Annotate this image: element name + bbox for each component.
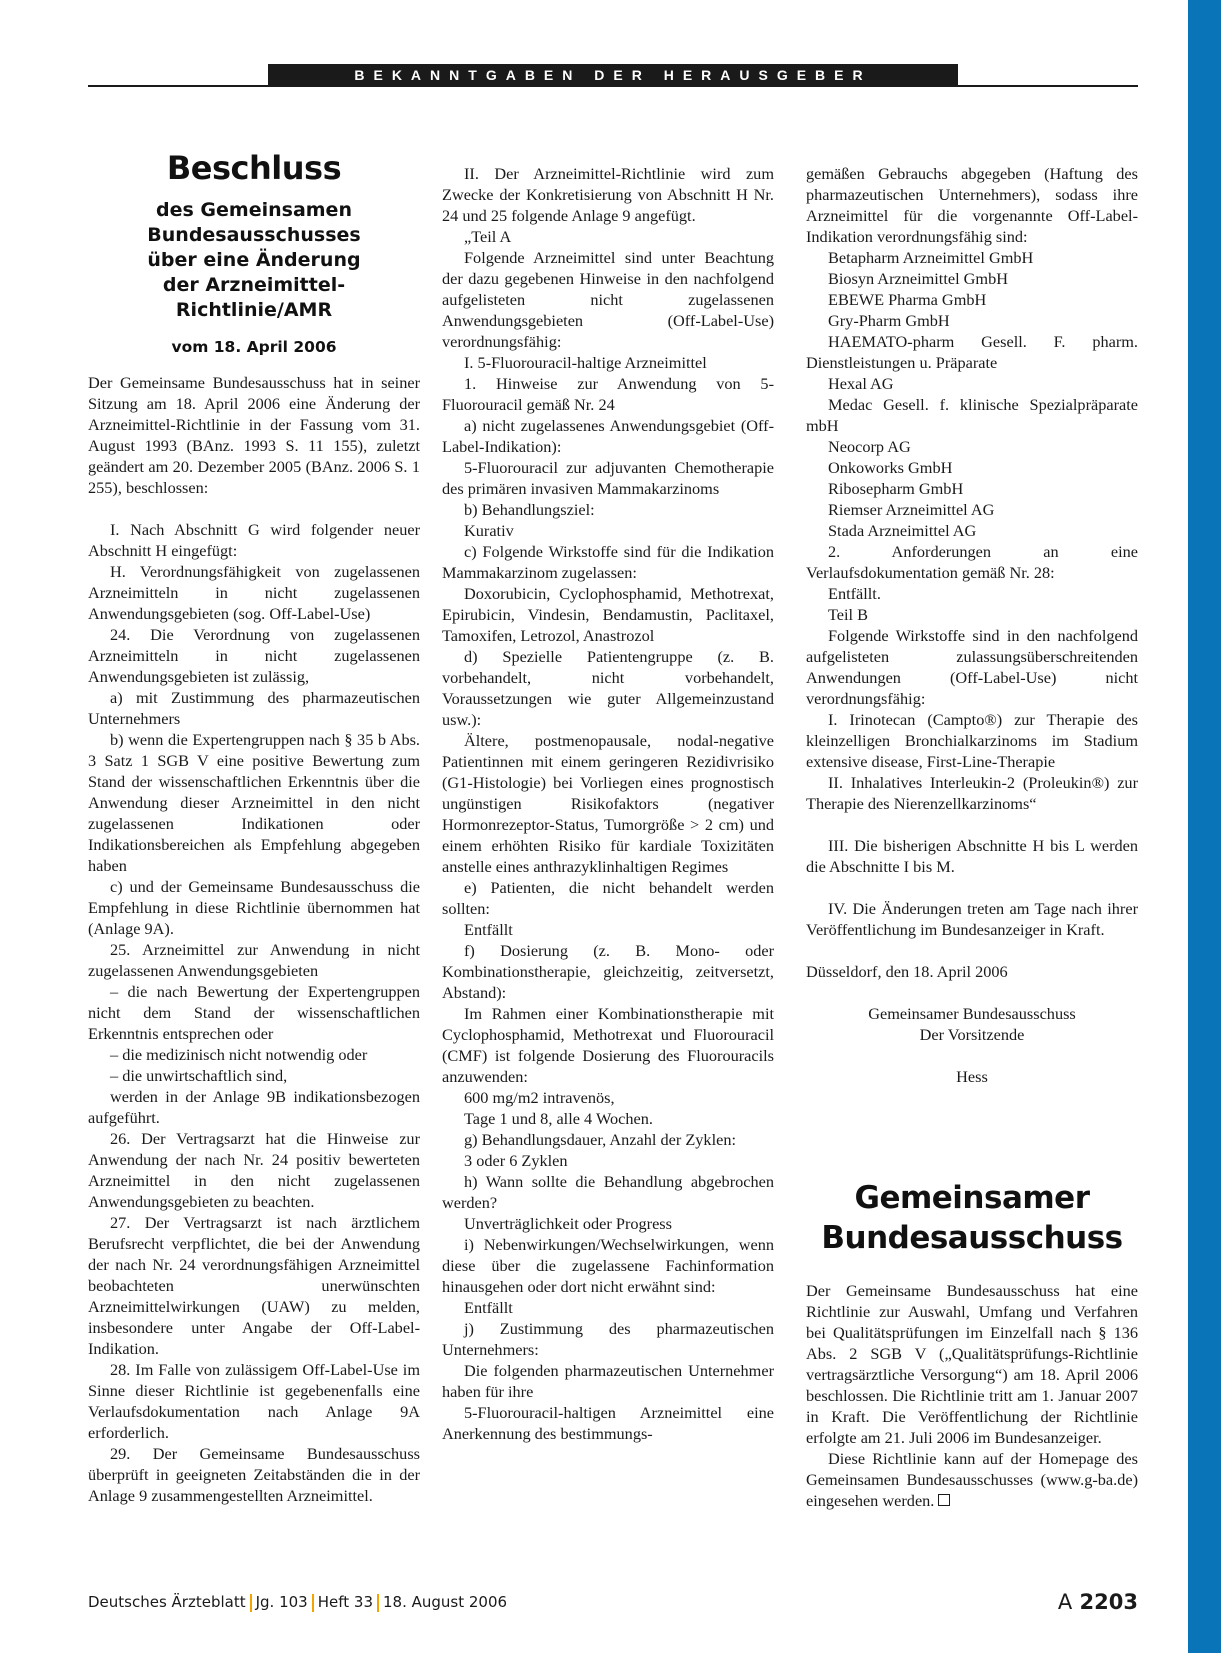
paragraph: e) Patienten, die nicht behandelt werden sollten: [442,878,774,918]
paragraph: – die medizinisch nicht notwendig oder [110,1045,368,1064]
paragraph: III. Die bisherigen Abschnitte H bis L werden die Abschnitte I bis M. [806,836,1138,876]
issue-date: 18. August 2006 [383,1593,508,1611]
paragraph: Betapharm Arzneimittel GmbH [828,248,1034,267]
paragraph: I. 5-Fluorouracil-haltige Arzneimittel [464,353,707,372]
edge-color-bar [1188,0,1221,1653]
paragraph: Gry-Pharm GmbH [828,311,950,330]
paragraph: Ältere, postmenopausale, nodal-negative Patientinnen mit einem geringeren Rezidivrisiko (G1-Histologie) bei Vorliegen eines prognostisch ungünstigen Risikofaktors (negativer Hormonrezeptor-Status, Tumorgröße > 2 cm) und einem erhöhten Risiko für kardiale Toxizitäten anstelle eines anthrazyklinhaltigen Regimes [442,731,774,876]
paragraph: i) Nebenwirkungen/Wechselwirkungen, wenn diese über die zugelassene Fachinformation hinausgehen oder dort nicht erwähnt sind: [442,1235,774,1296]
paragraph: EBEWE Pharma GmbH [828,290,987,309]
title-line: Bundesausschuss [821,1220,1123,1256]
paragraph: Unverträglichkeit oder Progress [464,1214,672,1233]
paragraph: Gemeinsamer Bundesausschuss [868,1004,1076,1023]
paragraph: g) Behandlungsdauer, Anzahl der Zyklen: [464,1130,736,1149]
page-footer [88,1589,1138,1615]
paragraph: „Teil A [464,227,512,246]
paragraph: Tage 1 und 8, alle 4 Wochen. [464,1109,653,1128]
subtitle-line: über eine Änderung [147,249,361,271]
paragraph: a) nicht zugelassenes Anwendungsgebiet (Off-Label-Indikation): [442,416,774,456]
paragraph: – die unwirtschaftlich sind, [110,1066,288,1085]
paragraph: b) wenn die Expertengruppen nach § 35 b Abs. 3 Satz 1 SGB V eine positive Bewertung zum Stand der wissenschaftlichen Erkenntnis über die Anwendung dieser Arzneimittel in den nicht zugelassenen Indikationen oder Indikationsbereichen als Empfehlung abgegeben haben [88,730,420,875]
paragraph: Entfällt [464,1298,513,1317]
paragraph [806,1448,1138,1511]
paragraph: Der Vorsitzende [919,1025,1025,1044]
paragraph: werden in der Anlage 9B indikationsbezogen aufgeführt. [88,1087,420,1127]
section-header: BEKANNTGABEN DER HERAUSGEBER [268,64,958,86]
paragraph: c) und der Gemeinsame Bundesausschuss die Empfehlung in diese Richtlinie übernommen hat (Anlage 9A). [88,877,420,938]
paragraph: Doxorubicin, Cyclophosphamid, Methotrexat, Epirubicin, Vindesin, Bendamustin, Paclitaxel, Tamoxifen, Letrozol, Anastrozol [442,584,774,645]
paragraph: 29. Der Gemeinsame Bundesausschuss überprüft in geeigneten Zeitabständen die in der Anlage 9 zusammengestellten Arzneimittel. [88,1444,420,1505]
column-right [806,163,1138,1087]
paragraph: Hexal AG [828,374,894,393]
paragraph: a) mit Zustimmung des pharmazeutischen Unternehmers [88,688,420,728]
paragraph: 27. Der Vertragsarzt ist nach ärztlichem Berufsrecht verpflichtet, die bei der Anwendung der nach Nr. 24 verordnungsfähigen Arzneimittel beobachteten unerwünschten Arzneimittelwirkungen (UAW) zu melden, insbesondere unter Angabe der Off-Label-Indikation. [88,1213,420,1358]
paragraph: II. Inhalatives Interleukin-2 (Proleukin®) zur Therapie des Nierenzellkarzinoms“ [806,773,1138,813]
paragraph: Die folgenden pharmazeutischen Unternehmer haben für ihre [442,1361,774,1401]
subtitle-line: Bundesausschusses [147,224,361,246]
paragraph: H. Verordnungsfähigkeit von zugelassenen Arzneimitteln in nicht zugelassenen Anwendungsgebieten (sog. Off-Label-Use) [88,562,420,623]
paragraph: II. Der Arzneimittel-Richtlinie wird zum Zwecke der Konkretisierung von Abschnitt H Nr. 24 und 25 folgende Anlage 9 angefügt. [442,164,774,225]
paragraph: 600 mg/m2 intravenös, [464,1088,615,1107]
paragraph: d) Spezielle Patientengruppe (z. B. vorbehandelt, nicht vorbehandelt, Voraussetzungen wie guter Allgemeinzustand usw.): [442,647,774,729]
paragraph: 26. Der Vertragsarzt hat die Hinweise zur Anwendung der nach Nr. 24 positiv bewerteten Arzneimittel in den nicht zugelassenen Anwendungsgebieten zu beachten. [88,1129,420,1211]
column-left [88,372,420,1506]
second-article-body [806,1280,1138,1511]
paragraph: Im Rahmen einer Kombinationstherapie mit Cyclophosphamid, Methotrexat und Fluorouracil (CMF) ist folgende Dosierung des Fluorouracils anzuwenden: [442,1004,774,1086]
paragraph: IV. Die Änderungen treten am Tage nach ihrer Veröffentlichung im Bundesanzeiger in Kraft. [806,899,1138,939]
paragraph: f) Dosierung (z. B. Mono- oder Kombinationstherapie, gleichzeitig, zeitversetzt, Abstand): [442,941,774,1002]
paragraph: 5-Fluorouracil zur adjuvanten Chemotherapie des primären invasiven Mammakarzinoms [442,458,774,498]
paragraph: j) Zustimmung des pharmazeutischen Unternehmers: [442,1319,774,1359]
article-title-block [88,148,420,357]
paragraph: b) Behandlungsziel: [464,500,595,519]
paragraph: 28. Im Falle von zulässigem Off-Label-Use im Sinne dieser Richtlinie ist gegebenenfalls eine Verlaufsdokumentation nach Anlage 9A erforderlich. [88,1360,420,1442]
paragraph: Entfällt. [828,584,881,603]
paragraph: c) Folgende Wirkstoffe sind für die Indikation Mammakarzinom zugelassen: [442,542,774,582]
paragraph: I. Nach Abschnitt G wird folgender neuer Abschnitt H eingefügt: [88,520,420,560]
paragraph: Der Gemeinsame Bundesausschuss hat eine Richtlinie zur Auswahl, Umfang und Verfahren bei Qualitätsprüfungen im Einzelfall nach § 136 Abs. 2 SGB V („Qualitätsprüfungs-Richtlinie vertragsärztliche Versorgung“) am 18. April 2006 beschlossen. Die Richtlinie tritt am 1. Januar 2007 in Kraft. Die Veröffentlichung der Richtlinie erfolgte am 21. Juli 2006 im Bundesanzeiger. [806,1281,1138,1447]
journal-issue: Heft 33 [317,1593,373,1611]
paragraph: Riemser Arzneimittel AG [828,500,995,519]
page-prefix: A [1057,1590,1073,1614]
paragraph: Medac Gesell. f. klinische Spezialpräparate mbH [806,395,1138,435]
paragraph: Folgende Arzneimittel sind unter Beachtung der dazu gegebenen Hinweise in den nachfolgend aufgelisteten nicht zugelassenen Anwendungsgebieten (Off-Label-Use) verordnungsfähig: [442,248,774,351]
journal-volume: Jg. 103 [255,1593,308,1611]
separator [312,1594,314,1612]
paragraph: Onkoworks GmbH [828,458,953,477]
paragraph: gemäßen Gebrauchs abgegeben (Haftung des pharmazeutischen Unternehmers), sodass ihre Arzneimittel für die vorgenannte Off-Label-Indikation verordnungsfähig sind: [806,164,1138,246]
article-subtitle [88,198,420,323]
separator [377,1594,379,1612]
paragraph: Stada Arzneimittel AG [828,521,977,540]
paragraph: Entfällt [464,920,513,939]
paragraph: 1. Hinweise zur Anwendung von 5-Fluorouracil gemäß Nr. 24 [442,374,774,414]
paragraph: Neocorp AG [828,437,911,456]
paragraph: 2. Anforderungen an eine Verlaufsdokumentation gemäß Nr. 28: [806,542,1138,582]
paragraph: 3 oder 6 Zyklen [464,1151,568,1170]
paragraph: – die nach Bewertung der Expertengruppen nicht dem Stand der wissenschaftlichen Erkenntnis entsprechen oder [88,982,420,1043]
title-line: Gemeinsamer [854,1180,1090,1216]
paragraph: 25. Arzneimittel zur Anwendung in nicht zugelassenen Anwendungsgebieten [88,940,420,980]
paragraph: h) Wann sollte die Behandlung abgebrochen werden? [442,1172,774,1212]
paragraph: Teil B [828,605,869,624]
subtitle-line: des Gemeinsamen [156,199,352,221]
paragraph: 5-Fluorouracil-haltigen Arzneimittel eine Anerkennung des bestimmungs- [442,1403,774,1443]
paragraph: Biosyn Arzneimittel GmbH [828,269,1008,288]
paragraph: Hess [956,1067,988,1086]
second-article-title [806,1178,1138,1258]
paragraph: Der Gemeinsame Bundesausschuss hat in seiner Sitzung am 18. April 2006 eine Änderung der Arzneimittel-Richtlinie in der Fassung vom 31. August 1993 (BAnz. 1993 S. 11 155), zuletzt geändert am 20. Dezember 2005 (BAnz. 2006 S. 1 255), beschlossen: [88,373,420,497]
journal-name: Deutsches Ärzteblatt [88,1593,246,1611]
page-number [1058,1589,1138,1615]
article-date: vom 18. April 2006 [171,338,337,356]
paragraph: Ribosepharm GmbH [828,479,964,498]
subtitle-line: der Arzneimittel-Richtlinie/AMR [162,274,346,321]
paragraph: Kurativ [464,521,514,540]
paragraph: Folgende Wirkstoffe sind in den nachfolgend aufgelisteten zulassungsüberschreitenden Anwendungen (Off-Label-Use) nicht verordnungsfähig: [806,626,1138,708]
page-number-value: 2203 [1079,1590,1138,1614]
separator [250,1594,252,1612]
paragraph-text: Diese Richtlinie kann auf der Homepage des Gemeinsamen Bundesausschusses (www.g-ba.de) eingesehen werden. [806,1449,1138,1510]
column-middle [442,163,774,1444]
paragraph: I. Irinotecan (Campto®) zur Therapie des kleinzelligen Bronchialkarzinoms im Stadium extensive disease, First-Line-Therapie [806,710,1138,771]
paragraph: 24. Die Verordnung von zugelassenen Arzneimitteln in nicht zugelassenen Anwendungsgebieten ist zulässig, [88,625,420,686]
end-of-article-icon [938,1494,950,1506]
header-rule [88,85,1138,87]
article-title: Beschluss [166,149,342,187]
paragraph: HAEMATO-pharm Gesell. F. pharm. Dienstleistungen u. Präparate [806,332,1138,372]
paragraph: Düsseldorf, den 18. April 2006 [806,962,1008,981]
